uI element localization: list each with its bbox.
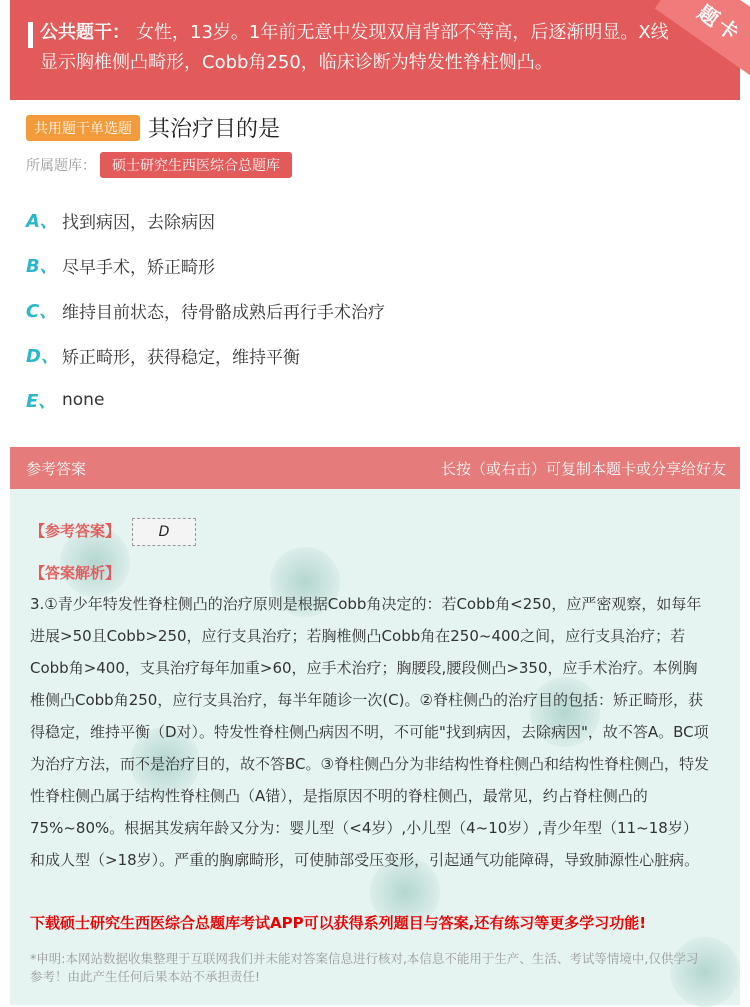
- question-type-tag: 共用题干单选题: [26, 115, 140, 141]
- option-c[interactable]: [26, 297, 385, 323]
- copy-share-hint[interactable]: 长按（或右击）可复制本题卡或分享给好友: [440, 459, 726, 478]
- stem-label: 公共题干：: [40, 22, 130, 43]
- reference-answer-label: 【参考答案】: [30, 522, 121, 540]
- option-letter: E、: [26, 391, 57, 412]
- option-a[interactable]: [26, 207, 215, 233]
- option-d[interactable]: [26, 342, 300, 368]
- bank-name-link[interactable]: 硕士研究生西医综合总题库: [100, 152, 292, 178]
- analysis-text: 3.①青少年特发性脊柱侧凸的治疗原则是根据Cobb角决定的：若Cobb角<250，应严密观察，如每年进展>50且Cobb>250，应行支具治疗；若胸椎侧凸Cobb角在250~400之间，应行支具治疗；若Cobb角>400，支具治疗每年加重>60，应手术治疗；胸腰段,腰段侧凸>350，应手术治疗。本例胸椎侧凸Cobb角250，应行支具治疗，每半年随诊一次(C)。②脊柱侧凸的治疗目的包括：矫正畸形，获得稳定，维持平衡（D对）。特发性脊柱侧凸病因不明，不可能"找到病因，去除病因"，故不答A。BC项为治疗方法，而不是治疗目的，故不答BC。③脊柱侧凸分为非结构性脊柱侧凸和结构性脊柱侧凸，特发性脊柱侧凸属于结构性脊柱侧凸（A错），是指原因不明的脊柱侧凸，最常见，约占脊柱侧凸的75%~80%。根据其发病年龄又分为：婴儿型（<4岁）,小儿型（4~10岁）,青少年型（11~18岁）和成人型（>18岁）。严重的胸廓畸形，可使肺部受压变形，引起通气功能障碍，导致肺源性心脏病。: [30, 595, 709, 869]
- option-text: 尽早手术，矫正畸形: [62, 257, 215, 278]
- reference-answer-value: D: [132, 518, 196, 546]
- option-letter: B、: [26, 256, 58, 277]
- question-stem-banner: [10, 0, 747, 100]
- question-bank-line: [26, 152, 292, 178]
- download-app-promo-link[interactable]: 下载硕士研究生西医综合总题库考试APP可以获得系列题目与答案,还有练习等更多学习功能!: [30, 914, 647, 932]
- option-text: none: [62, 390, 105, 410]
- option-letter: D、: [26, 346, 59, 367]
- option-text: 矫正畸形，获得稳定，维持平衡: [62, 347, 300, 368]
- question-line: [26, 112, 280, 143]
- answer-header: [10, 447, 740, 489]
- option-e[interactable]: [26, 387, 104, 413]
- stem-accent-bar: [28, 22, 33, 48]
- analysis-label: 【答案解析】: [30, 564, 121, 582]
- option-letter: A、: [26, 211, 58, 232]
- option-letter: C、: [26, 301, 58, 322]
- option-text: 维持目前状态，待骨骼成熟后再行手术治疗: [62, 302, 385, 323]
- disclaimer-text: *申明:本网站数据收集整理于互联网我们并未能对答案信息进行核对,本信息不能用于生产、生活、考试等情境中,仅供学习参考！由此产生任何后果本站不承担责任!: [30, 951, 699, 984]
- option-b[interactable]: [26, 252, 215, 278]
- stem-text: 女性，13岁。1年前无意中发现双肩背部不等高，后逐渐明显。X线显示胸椎侧凸畸形，Cobb角250，临床诊断为特发性脊柱侧凸。: [40, 22, 669, 73]
- question-text: 其治疗目的是: [148, 117, 281, 142]
- bank-label: 所属题库：: [26, 158, 96, 174]
- answer-header-title: 参考答案: [26, 459, 87, 478]
- option-text: 找到病因，去除病因: [62, 212, 215, 233]
- question-card-corner-badge: 题卡: [655, 0, 750, 77]
